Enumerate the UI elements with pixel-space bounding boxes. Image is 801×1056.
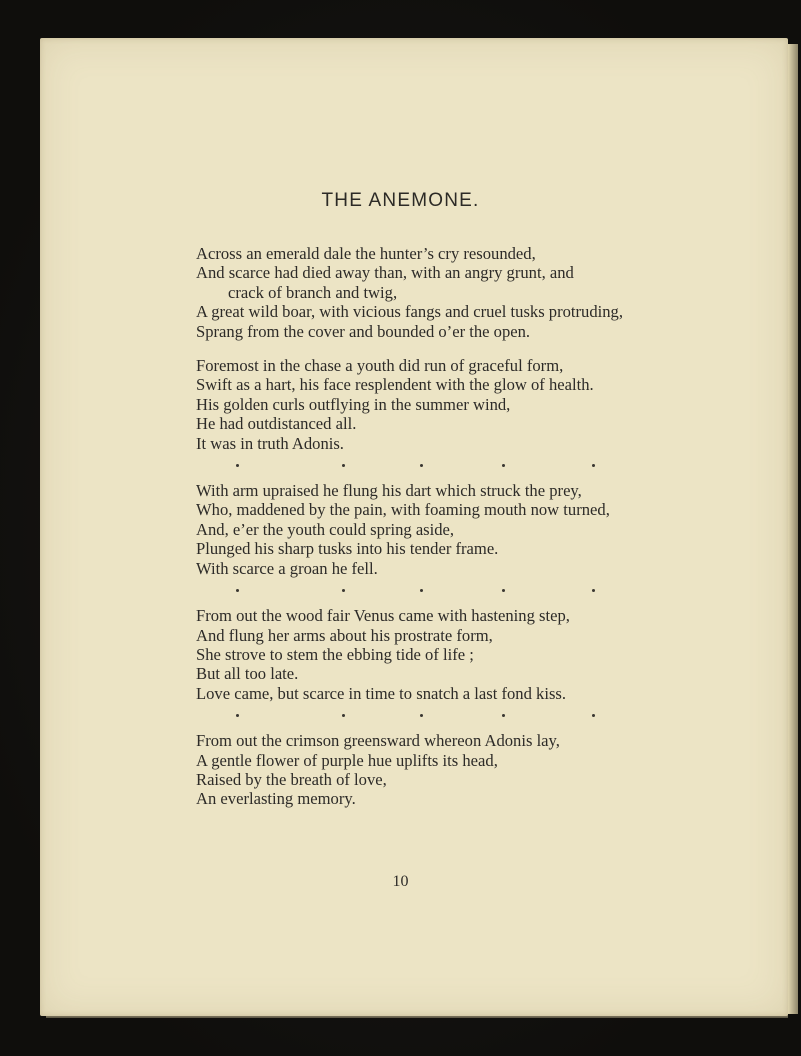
- poem-line: With arm upraised he flung his dart which struck the prey,: [196, 481, 582, 501]
- poem-line: And scarce had died away than, with an angry grunt, and: [196, 263, 574, 283]
- poem-line: He had outdistanced all.: [196, 414, 357, 434]
- section-break-dots: [196, 456, 716, 481]
- stanza-3: [196, 481, 716, 578]
- poem-line: And flung her arms about his prostrate form,: [196, 625, 493, 645]
- stanza-2: [196, 356, 716, 453]
- section-break-dots: [196, 581, 716, 606]
- poem-line: Foremost in the chase a youth did run of graceful form,: [196, 356, 564, 376]
- poem-line: An everlasting memory.: [196, 789, 356, 809]
- ornament-dot: [236, 589, 239, 592]
- poem-line: And, e’er the youth could spring aside,: [196, 519, 455, 539]
- ornament-dot: [342, 714, 345, 717]
- stanza-5: [196, 731, 716, 809]
- poem-line: With scarce a groan he fell.: [196, 558, 378, 578]
- poem-line: crack of branch and twig,: [228, 282, 398, 302]
- poem-line: It was in truth Adonis.: [196, 433, 344, 453]
- ornament-dot: [420, 589, 423, 592]
- poem-line: Raised by the breath of love,: [196, 769, 387, 789]
- page-number: 10: [392, 873, 409, 890]
- section-break-dots: [196, 706, 716, 731]
- poem-line: A great wild boar, with vicious fangs and cruel tusks protruding,: [196, 302, 624, 322]
- ornament-dot: [502, 589, 505, 592]
- poem-line: Who, maddened by the pain, with foaming mouth now turned,: [196, 500, 610, 520]
- poem-line: From out the wood fair Venus came with hastening step,: [196, 606, 570, 626]
- ornament-dot: [236, 464, 239, 467]
- poem-line: She strove to stem the ebbing tide of life ;: [196, 644, 474, 664]
- ornament-dot: [420, 464, 423, 467]
- ornament-dot: [592, 714, 595, 717]
- ornament-dot: [342, 464, 345, 467]
- ornament-dot: [502, 714, 505, 717]
- poem-line: A gentle flower of purple hue uplifts its head,: [196, 750, 498, 770]
- ornament-dot: [592, 589, 595, 592]
- poem-line: Love came, but scarce in time to snatch a last fond kiss.: [196, 683, 567, 703]
- ornament-dot: [420, 714, 423, 717]
- poem-line: Across an emerald dale the hunter’s cry resounded,: [196, 244, 536, 263]
- ornament-dot: [236, 714, 239, 717]
- poem-line: From out the crimson greensward whereon Adonis lay,: [196, 731, 560, 751]
- poem-title: THE ANEMONE.: [321, 190, 480, 211]
- poem-line: Sprang from the cover and bounded o’er the open.: [196, 321, 531, 341]
- poem-line: But all too late.: [196, 664, 299, 684]
- poem-line: Plunged his sharp tusks into his tender frame.: [196, 539, 499, 559]
- stanza-4: [196, 606, 716, 703]
- ornament-dot: [342, 589, 345, 592]
- poem-line: His golden curls outflying in the summer wind,: [196, 394, 511, 414]
- stanza-gap: [196, 341, 716, 356]
- poem-body: [196, 244, 716, 809]
- stanza-1: [196, 244, 716, 341]
- poem-line: Swift as a hart, his face resplendent with the glow of health.: [196, 375, 594, 395]
- ornament-dot: [502, 464, 505, 467]
- ornament-dot: [592, 464, 595, 467]
